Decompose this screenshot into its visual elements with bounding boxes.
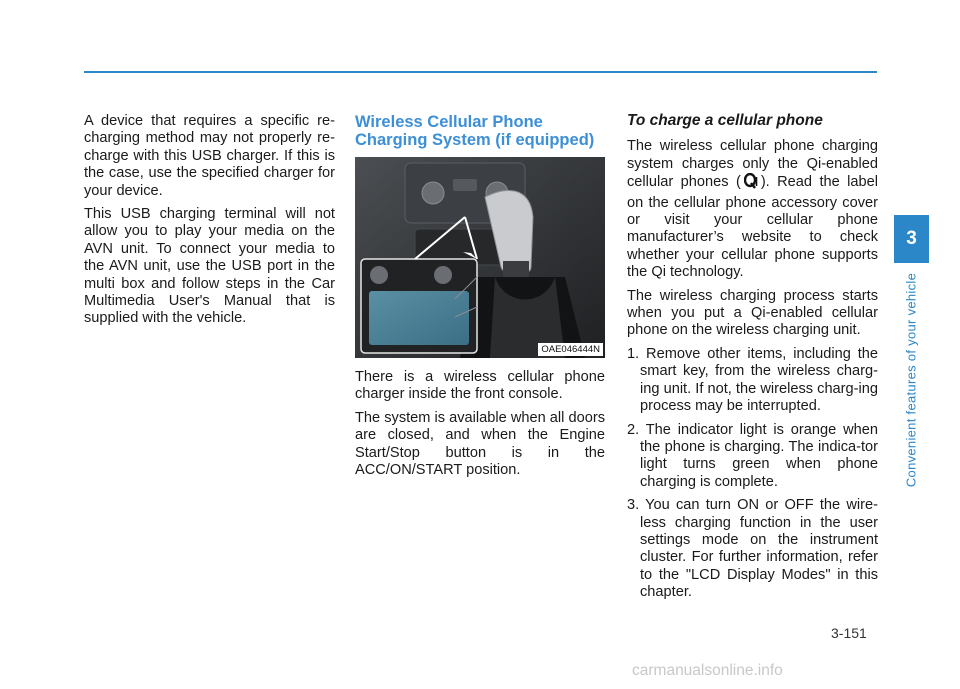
paragraph: A device that requires a specific re-charging method may not properly re-charge with this USB charger. If this is the case, use the specified charger for your device. [84,113,335,199]
text-run: The wireless cellular phone charging system charges only the Qi-enabled cellular phones ( [627,138,878,191]
step-item: 2. The indicator light is orange when the phone is charging. The indica-tor light turns green when phone charging is complete. [627,421,878,490]
console-illustration [355,157,605,358]
step-item: 1. Remove other items, including the smart key, from the wireless charg-ing unit. If not, the wireless charg-ing process may be interrupted. [627,345,878,415]
paragraph-qi [627,138,878,281]
page-number: 3-151 [831,625,867,641]
paragraph: The wireless charging process starts when you put a Qi-enabled cellular phone on the wireless charging unit. [627,287,878,339]
console-charger-figure [355,157,605,358]
paragraph: The system is available when all doors are closed, and when the Engine Start/Stop button is in the ACC/ON/START position. [355,409,605,479]
step-item: 3. You can turn ON or OFF the wire-less charging function in the user settings mode on the instrument cluster. For further information, refer to the "LCD Display Modes" in this chapter. [627,497,878,601]
header-rule [84,71,877,73]
column-middle [355,113,605,485]
paragraph: There is a wireless cellular phone charger inside the front console. [355,369,605,403]
subsection-heading: To charge a cellular phone [627,112,823,129]
qi-logo-icon [744,173,758,194]
figure-code: OAE046444N [538,343,603,356]
steps-list [627,346,878,602]
section-heading: Wireless Cellular Phone Charging System (if equipped) [355,113,595,149]
text-run: ). Read the label on the cellular phone accessory cover or visit your cellular phone manufacturer’s website to check whether your cellular phone supports the Qi technology. [627,174,878,281]
chapter-title: Convenient features of your vehicle [903,272,919,488]
chapter-tab: 3 [894,215,929,263]
column-left [84,113,335,334]
column-right [627,113,878,608]
watermark: carmanualsonline.info [632,662,783,679]
paragraph: This USB charging terminal will not allow you to play your media on the AVN unit. To connect your media to the AVN unit, use the USB port in the multi box and follow steps in the Car Multimedia User's Manual that is supplied with the vehicle. [84,206,335,327]
